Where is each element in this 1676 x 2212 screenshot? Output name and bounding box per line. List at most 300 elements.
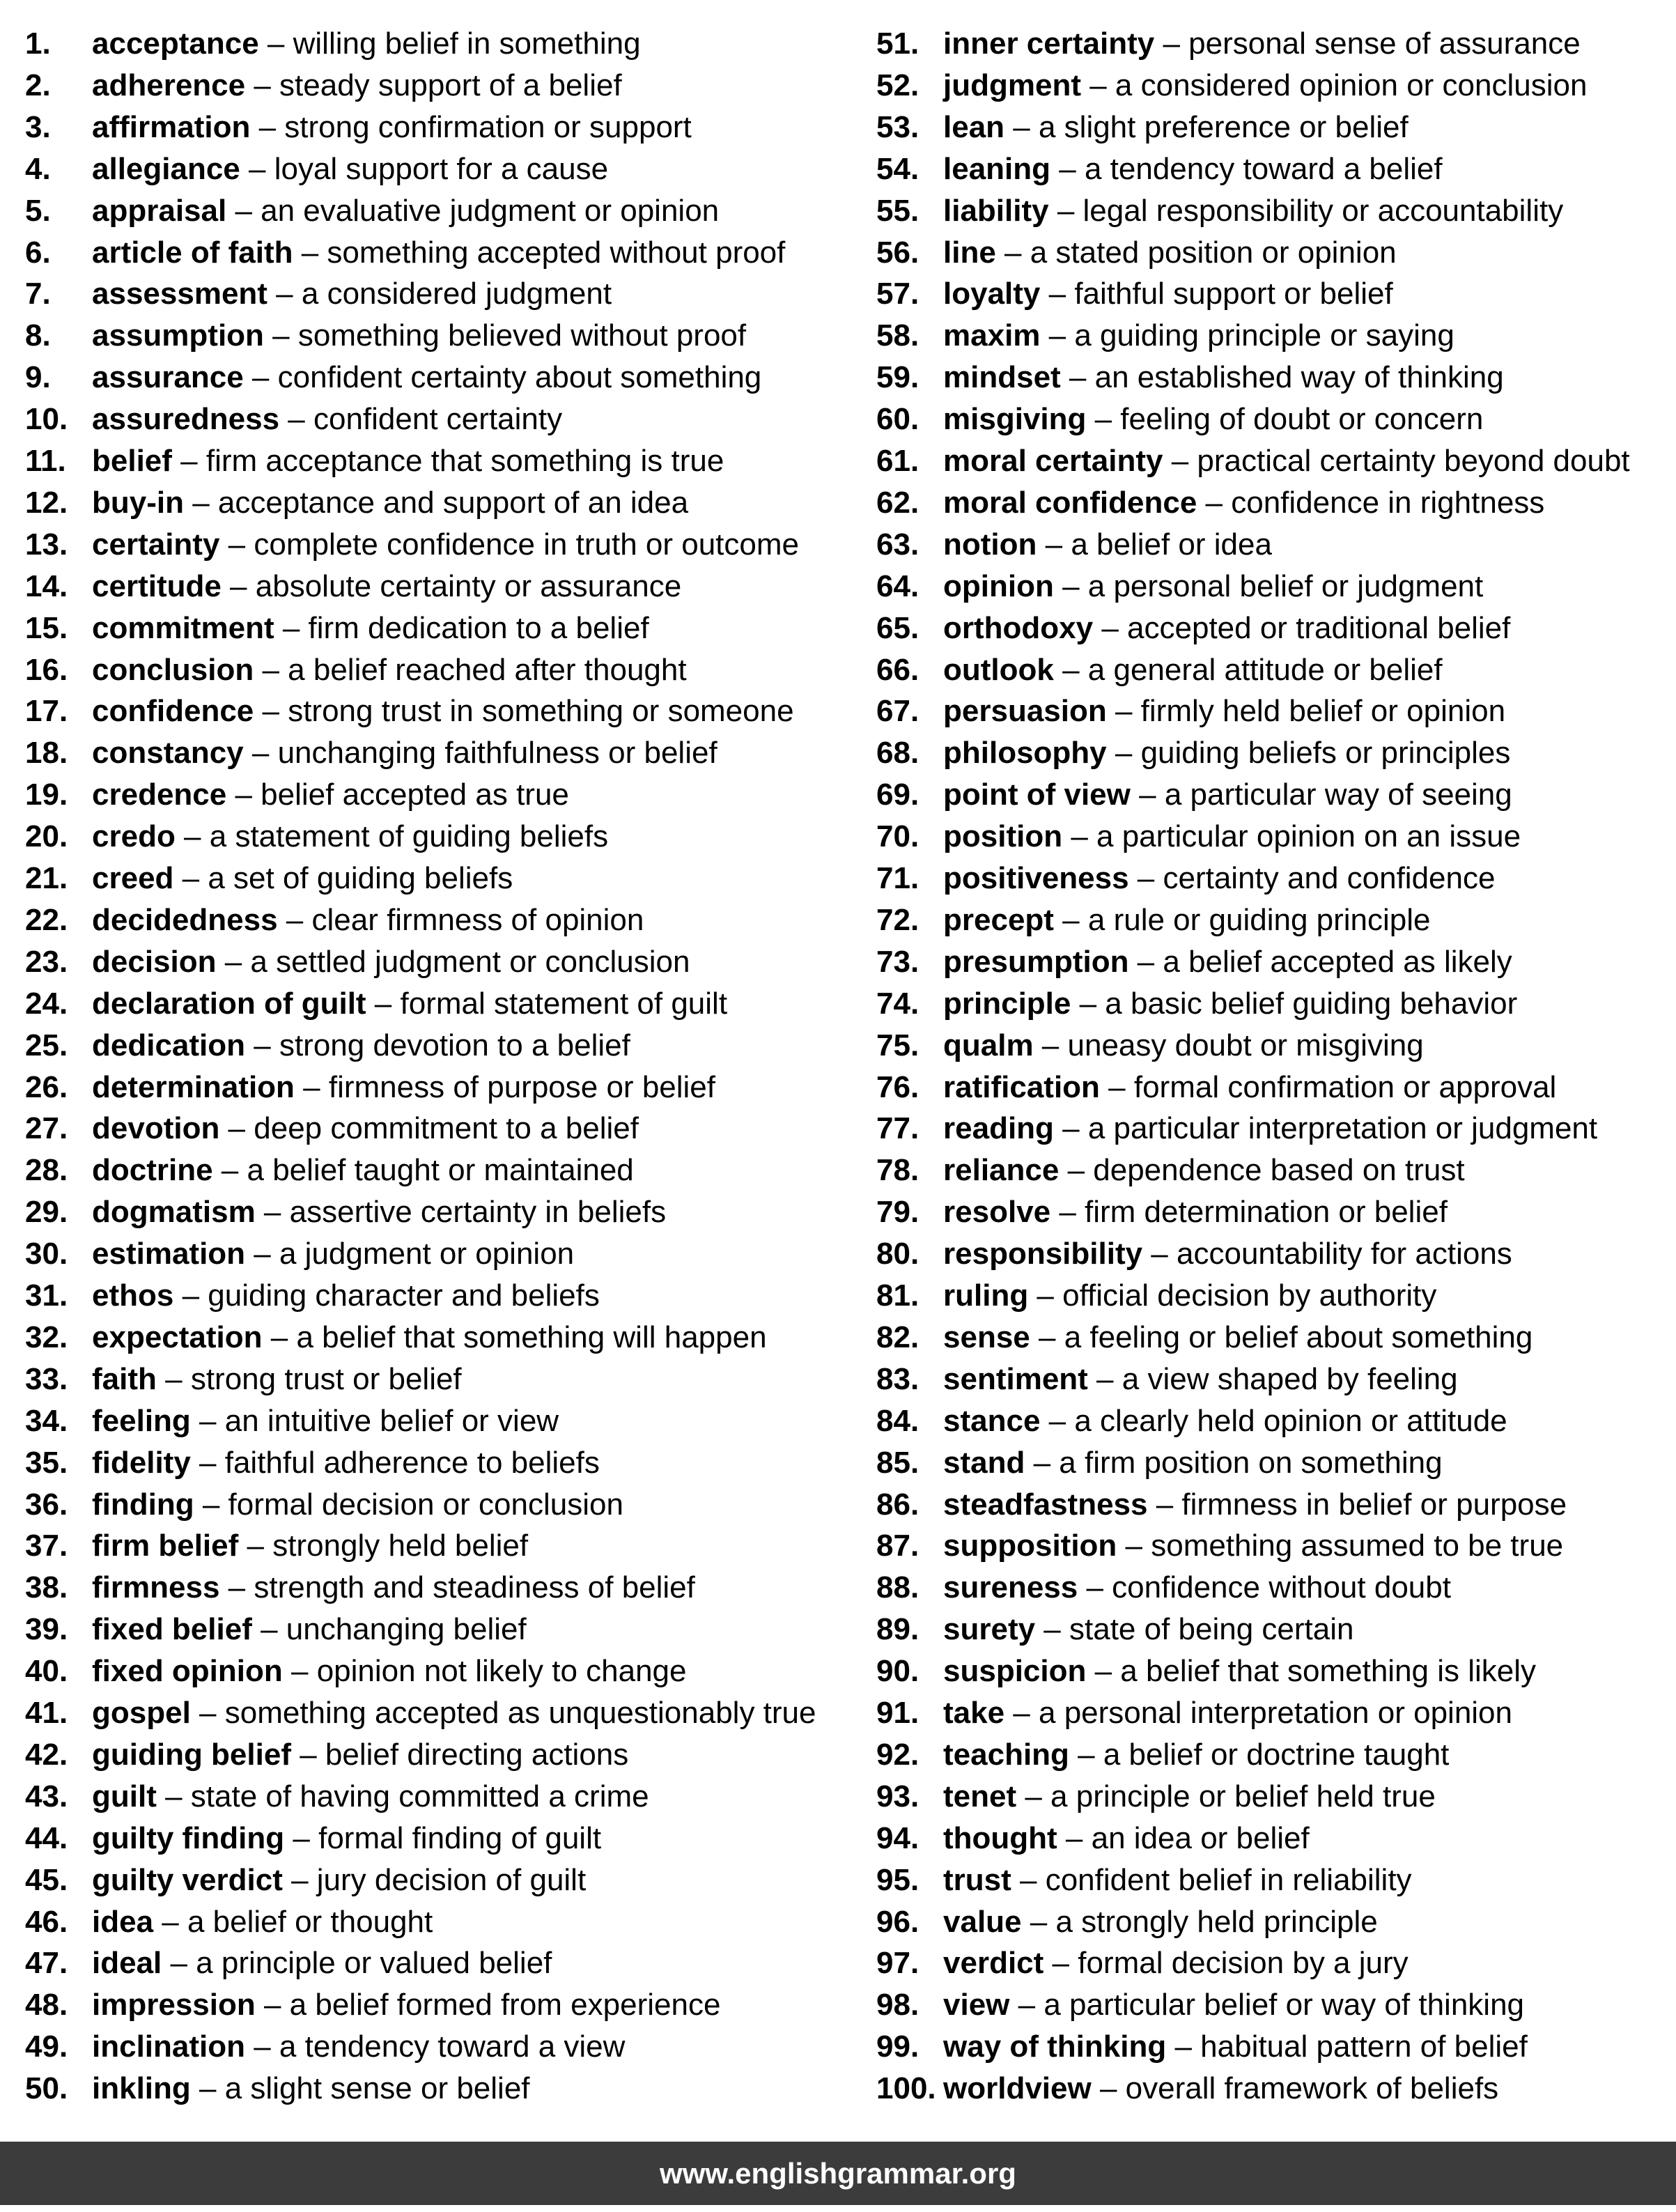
list-item bbox=[876, 941, 1512, 983]
item-term: ratification bbox=[943, 1069, 1100, 1104]
list-item bbox=[876, 232, 1397, 274]
list-item bbox=[876, 148, 1443, 190]
list-item bbox=[876, 1484, 1567, 1526]
item-definition: personal sense of assurance bbox=[1188, 26, 1581, 61]
item-separator: – bbox=[1117, 1529, 1151, 1563]
item-separator: – bbox=[1011, 1862, 1046, 1897]
list-item bbox=[25, 107, 692, 148]
list-item bbox=[25, 1818, 601, 1859]
item-separator: – bbox=[171, 444, 206, 478]
item-separator: – bbox=[219, 1570, 254, 1605]
item-number: 2. bbox=[25, 68, 51, 102]
item-separator: – bbox=[1087, 1361, 1122, 1396]
item-separator: – bbox=[279, 402, 313, 437]
item-definition: a particular interpretation or judgment bbox=[1087, 1111, 1598, 1146]
item-term: outlook bbox=[943, 652, 1054, 687]
item-definition: formal decision by a jury bbox=[1078, 1946, 1409, 1981]
item-definition: a particular belief or way of thinking bbox=[1043, 1988, 1525, 2022]
item-definition: steady support of a belief bbox=[279, 68, 622, 102]
list-item bbox=[25, 1400, 559, 1442]
item-number: 83. bbox=[876, 1361, 920, 1396]
item-definition: a tendency toward a view bbox=[279, 2029, 626, 2064]
item-separator: – bbox=[190, 1696, 225, 1730]
item-definition: a tendency toward a belief bbox=[1084, 151, 1443, 186]
item-definition: firmness in belief or purpose bbox=[1181, 1487, 1567, 1522]
list-item bbox=[876, 2068, 1498, 2110]
item-term: credence bbox=[92, 778, 227, 812]
item-number: 96. bbox=[876, 1904, 920, 1939]
item-separator: – bbox=[1071, 986, 1105, 1021]
item-number: 95. bbox=[876, 1862, 920, 1897]
item-term: guiding belief bbox=[92, 1737, 291, 1772]
item-number: 5. bbox=[25, 193, 51, 228]
item-separator: – bbox=[1053, 1111, 1088, 1146]
item-number: 70. bbox=[876, 819, 920, 854]
item-term: ruling bbox=[943, 1278, 1029, 1313]
footer-website-url: www.englishgrammar.org bbox=[660, 2157, 1016, 2190]
list-item bbox=[25, 1191, 666, 1233]
item-definition: jury decision of guilt bbox=[316, 1862, 587, 1897]
list-item bbox=[876, 774, 1512, 816]
list-item bbox=[25, 482, 688, 524]
list-item bbox=[25, 315, 746, 357]
item-definition: formal decision or conclusion bbox=[228, 1487, 623, 1522]
list-item bbox=[25, 941, 690, 983]
item-separator: – bbox=[1028, 1278, 1063, 1313]
item-separator: – bbox=[194, 1487, 228, 1522]
item-term: worldview bbox=[943, 2071, 1092, 2106]
item-term: faith bbox=[92, 1361, 157, 1396]
list-item bbox=[876, 1734, 1449, 1776]
item-number: 93. bbox=[876, 1779, 920, 1813]
list-item bbox=[876, 1025, 1424, 1067]
list-item bbox=[876, 1108, 1597, 1150]
list-item bbox=[25, 440, 724, 482]
item-term: responsibility bbox=[943, 1237, 1143, 1271]
item-definition: faithful support or belief bbox=[1074, 277, 1393, 311]
item-term: commitment bbox=[92, 610, 274, 645]
list-item bbox=[876, 1442, 1443, 1484]
item-definition: confident belief in reliability bbox=[1045, 1862, 1412, 1897]
item-term: mindset bbox=[943, 360, 1061, 395]
item-number: 73. bbox=[876, 944, 920, 979]
list-item bbox=[25, 1067, 715, 1108]
item-number: 48. bbox=[25, 1988, 68, 2022]
item-separator: – bbox=[263, 318, 298, 353]
item-definition: a rule or guiding principle bbox=[1087, 902, 1431, 937]
list-item bbox=[25, 566, 681, 608]
item-separator: – bbox=[221, 569, 256, 603]
list-item bbox=[876, 690, 1505, 732]
item-term: inclination bbox=[92, 2029, 245, 2064]
list-item bbox=[876, 608, 1510, 649]
list-item bbox=[25, 1108, 639, 1150]
list-item bbox=[25, 357, 761, 399]
item-number: 30. bbox=[25, 1237, 68, 1271]
item-term: ethos bbox=[92, 1278, 174, 1313]
item-definition: certainty and confidence bbox=[1163, 861, 1496, 895]
item-number: 1. bbox=[25, 26, 51, 61]
item-definition: confidence without doubt bbox=[1112, 1570, 1451, 1605]
item-term: trust bbox=[943, 1862, 1011, 1897]
item-number: 60. bbox=[876, 402, 920, 437]
item-separator: – bbox=[245, 1028, 279, 1062]
item-term: principle bbox=[943, 986, 1071, 1021]
item-term: declaration of guilt bbox=[92, 986, 366, 1021]
item-definition: a considered opinion or conclusion bbox=[1115, 68, 1588, 102]
item-definition: dependence based on trust bbox=[1093, 1153, 1465, 1188]
item-term: doctrine bbox=[92, 1153, 213, 1188]
item-separator: – bbox=[282, 1654, 317, 1689]
list-item bbox=[876, 273, 1393, 315]
item-definition: accountability for actions bbox=[1177, 1237, 1512, 1271]
list-item bbox=[25, 1609, 527, 1650]
list-item bbox=[25, 983, 727, 1025]
item-separator: – bbox=[226, 193, 261, 228]
item-number: 4. bbox=[25, 151, 51, 186]
item-term: sentiment bbox=[943, 1361, 1088, 1396]
list-item bbox=[25, 1525, 528, 1567]
item-definition: formal finding of guilt bbox=[318, 1820, 602, 1855]
list-item bbox=[25, 1484, 623, 1526]
item-number: 46. bbox=[25, 1904, 68, 1939]
item-number: 63. bbox=[876, 527, 920, 562]
list-item bbox=[876, 1150, 1465, 1191]
list-item bbox=[876, 482, 1544, 524]
item-definition: belief accepted as true bbox=[261, 778, 569, 812]
item-number: 56. bbox=[876, 235, 920, 270]
item-definition: a considered judgment bbox=[301, 277, 612, 311]
item-term: moral certainty bbox=[943, 444, 1163, 478]
item-separator: – bbox=[1004, 1696, 1039, 1730]
item-definition: legal responsibility or accountability bbox=[1083, 193, 1564, 228]
item-separator: – bbox=[1037, 527, 1071, 562]
item-definition: an idea or belief bbox=[1091, 1820, 1310, 1855]
item-number: 67. bbox=[876, 694, 920, 729]
item-definition: strong trust or belief bbox=[190, 1361, 462, 1396]
item-term: opinion bbox=[943, 569, 1054, 603]
item-number: 92. bbox=[876, 1737, 920, 1772]
list-item bbox=[25, 732, 717, 774]
item-number: 74. bbox=[876, 986, 920, 1021]
item-number: 51. bbox=[876, 26, 920, 61]
item-term: way of thinking bbox=[943, 2029, 1167, 2064]
item-term: qualm bbox=[943, 1028, 1034, 1062]
item-term: persuasion bbox=[943, 694, 1107, 729]
item-term: lean bbox=[943, 109, 1005, 144]
item-separator: – bbox=[245, 68, 280, 102]
item-separator: – bbox=[1050, 151, 1085, 186]
list-item bbox=[25, 816, 608, 858]
item-definition: practical certainty beyond doubt bbox=[1197, 444, 1630, 478]
item-definition: accepted or traditional belief bbox=[1127, 610, 1511, 645]
item-number: 10. bbox=[25, 402, 68, 437]
item-number: 26. bbox=[25, 1069, 68, 1104]
list-item bbox=[876, 1275, 1436, 1317]
item-separator: – bbox=[995, 235, 1030, 270]
list-item bbox=[876, 1984, 1524, 2026]
item-definition: assertive certainty in beliefs bbox=[289, 1195, 667, 1230]
item-definition: a principle or valued belief bbox=[196, 1946, 552, 1981]
list-item bbox=[876, 399, 1483, 440]
item-number: 85. bbox=[876, 1445, 920, 1480]
item-number: 91. bbox=[876, 1696, 920, 1730]
item-number: 54. bbox=[876, 151, 920, 186]
item-separator: – bbox=[1093, 610, 1128, 645]
item-term: steadfastness bbox=[943, 1487, 1148, 1522]
item-number: 32. bbox=[25, 1320, 68, 1354]
item-separator: – bbox=[1099, 1069, 1134, 1104]
item-definition: something accepted without proof bbox=[327, 235, 786, 270]
item-term: belief bbox=[92, 444, 172, 478]
item-term: supposition bbox=[943, 1529, 1117, 1563]
item-number: 40. bbox=[25, 1654, 68, 1689]
item-definition: a firm position on something bbox=[1059, 1445, 1443, 1480]
item-definition: strong devotion to a belief bbox=[279, 1028, 630, 1062]
item-term: conclusion bbox=[92, 652, 254, 687]
item-definition: a particular opinion on an issue bbox=[1096, 819, 1521, 854]
item-separator: – bbox=[1016, 1779, 1051, 1813]
item-definition: a settled judgment or conclusion bbox=[250, 944, 690, 979]
list-item bbox=[876, 816, 1521, 858]
list-item bbox=[25, 148, 608, 190]
item-definition: something believed without proof bbox=[297, 318, 747, 353]
item-number: 78. bbox=[876, 1153, 920, 1188]
item-definition: firm dedication to a belief bbox=[308, 610, 649, 645]
item-term: assessment bbox=[92, 277, 267, 311]
item-definition: a clearly held opinion or attitude bbox=[1074, 1403, 1507, 1438]
item-separator: – bbox=[1053, 569, 1088, 603]
list-item bbox=[876, 1359, 1458, 1400]
item-definition: a belief reached after thought bbox=[288, 652, 687, 687]
list-item bbox=[876, 1067, 1556, 1108]
item-number: 34. bbox=[25, 1403, 68, 1438]
item-number: 47. bbox=[25, 1946, 68, 1981]
item-separator: – bbox=[238, 1529, 273, 1563]
list-item bbox=[25, 1025, 630, 1067]
list-item bbox=[25, 1650, 687, 1692]
item-separator: – bbox=[282, 1862, 317, 1897]
item-definition: a guiding principle or saying bbox=[1074, 318, 1454, 353]
item-separator: – bbox=[1154, 26, 1189, 61]
item-term: thought bbox=[943, 1820, 1057, 1855]
item-number: 87. bbox=[876, 1529, 920, 1563]
item-separator: – bbox=[240, 151, 274, 186]
list-item bbox=[876, 1525, 1563, 1567]
item-term: creed bbox=[92, 861, 174, 895]
item-term: point of view bbox=[943, 778, 1131, 812]
list-item bbox=[876, 1233, 1512, 1275]
item-definition: a view shaped by feeling bbox=[1122, 1361, 1458, 1396]
item-separator: – bbox=[1053, 652, 1088, 687]
item-term: feeling bbox=[92, 1403, 191, 1438]
item-term: firmness bbox=[92, 1570, 220, 1605]
list-item bbox=[25, 774, 569, 816]
item-number: 9. bbox=[25, 360, 51, 395]
item-number: 49. bbox=[25, 2029, 68, 2064]
item-separator: – bbox=[1069, 1737, 1103, 1772]
list-item bbox=[25, 1359, 462, 1400]
list-item bbox=[876, 899, 1431, 941]
item-term: inkling bbox=[92, 2071, 191, 2106]
item-number: 84. bbox=[876, 1403, 920, 1438]
item-number: 58. bbox=[876, 318, 920, 353]
item-definition: a belief or thought bbox=[187, 1904, 433, 1939]
item-term: guilty finding bbox=[92, 1820, 285, 1855]
item-separator: – bbox=[1080, 68, 1115, 102]
item-separator: – bbox=[245, 1237, 279, 1271]
item-definition: a belief or idea bbox=[1071, 527, 1272, 562]
item-term: allegiance bbox=[92, 151, 240, 186]
item-number: 76. bbox=[876, 1069, 920, 1104]
item-term: misgiving bbox=[943, 402, 1087, 437]
item-number: 65. bbox=[876, 610, 920, 645]
item-number: 18. bbox=[25, 736, 68, 771]
item-number: 12. bbox=[25, 485, 68, 520]
item-term: impression bbox=[92, 1988, 256, 2022]
list-item bbox=[25, 65, 622, 107]
item-term: sense bbox=[943, 1320, 1030, 1354]
item-definition: a strongly held principle bbox=[1055, 1904, 1378, 1939]
item-separator: – bbox=[243, 360, 278, 395]
item-separator: – bbox=[1021, 1904, 1056, 1939]
item-term: acceptance bbox=[92, 26, 259, 61]
item-separator: – bbox=[1048, 193, 1083, 228]
item-term: dedication bbox=[92, 1028, 246, 1062]
list-item bbox=[25, 190, 719, 232]
item-term: sureness bbox=[943, 1570, 1078, 1605]
item-term: dogmatism bbox=[92, 1195, 256, 1230]
item-separator: – bbox=[1040, 1403, 1075, 1438]
item-separator: – bbox=[1060, 360, 1095, 395]
item-number: 22. bbox=[25, 902, 68, 937]
item-definition: firm acceptance that something is true bbox=[205, 444, 724, 478]
list-item bbox=[25, 2026, 625, 2068]
item-number: 36. bbox=[25, 1487, 68, 1522]
list-item bbox=[25, 1859, 586, 1901]
item-separator: – bbox=[226, 778, 261, 812]
item-number: 17. bbox=[25, 694, 68, 729]
item-separator: – bbox=[284, 1820, 319, 1855]
item-term: orthodoxy bbox=[943, 610, 1094, 645]
list-item bbox=[25, 1233, 574, 1275]
item-definition: firmness of purpose or belief bbox=[328, 1069, 715, 1104]
item-term: adherence bbox=[92, 68, 246, 102]
list-item bbox=[25, 399, 562, 440]
item-separator: – bbox=[254, 694, 288, 729]
item-separator: – bbox=[190, 1403, 225, 1438]
item-separator: – bbox=[1106, 736, 1141, 771]
item-definition: strength and steadiness of belief bbox=[254, 1570, 695, 1605]
item-separator: – bbox=[366, 986, 401, 1021]
item-term: affirmation bbox=[92, 109, 251, 144]
item-definition: a personal interpretation or opinion bbox=[1039, 1696, 1513, 1730]
list-item bbox=[876, 1692, 1512, 1734]
item-separator: – bbox=[243, 736, 278, 771]
item-separator: – bbox=[1043, 1946, 1078, 1981]
item-definition: habitual pattern of belief bbox=[1200, 2029, 1528, 2064]
item-definition: strong confirmation or support bbox=[284, 109, 692, 144]
item-definition: unchanging faithfulness or belief bbox=[277, 736, 717, 771]
item-number: 80. bbox=[876, 1237, 920, 1271]
item-separator: – bbox=[1086, 402, 1121, 437]
item-separator: – bbox=[1030, 1320, 1064, 1354]
item-number: 14. bbox=[25, 569, 68, 603]
item-term: take bbox=[943, 1696, 1005, 1730]
item-number: 100. bbox=[876, 2071, 936, 2106]
item-number: 8. bbox=[25, 318, 51, 353]
list-item bbox=[876, 1818, 1310, 1859]
item-term: reading bbox=[943, 1111, 1054, 1146]
item-number: 99. bbox=[876, 2029, 920, 2064]
item-separator: – bbox=[245, 2029, 279, 2064]
item-number: 13. bbox=[25, 527, 68, 562]
item-separator: – bbox=[258, 26, 293, 61]
list-item bbox=[876, 23, 1581, 65]
item-definition: official decision by authority bbox=[1062, 1278, 1437, 1313]
item-separator: – bbox=[173, 861, 208, 895]
list-item bbox=[876, 65, 1587, 107]
item-separator: – bbox=[1091, 2071, 1126, 2106]
item-separator: – bbox=[1142, 1237, 1177, 1271]
item-definition: feeling of doubt or concern bbox=[1120, 402, 1484, 437]
item-number: 90. bbox=[876, 1654, 920, 1689]
list-item bbox=[876, 190, 1563, 232]
item-number: 52. bbox=[876, 68, 920, 102]
item-separator: – bbox=[251, 1612, 286, 1647]
list-item bbox=[876, 858, 1495, 899]
item-term: loyalty bbox=[943, 277, 1041, 311]
item-definition: a belief or doctrine taught bbox=[1103, 1737, 1450, 1772]
item-term: precept bbox=[943, 902, 1054, 937]
item-definition: state of having committed a crime bbox=[190, 1779, 649, 1813]
item-definition: confident certainty about something bbox=[277, 360, 762, 395]
item-number: 50. bbox=[25, 2071, 68, 2106]
item-separator: – bbox=[190, 2071, 225, 2106]
item-separator: – bbox=[290, 1737, 325, 1772]
item-number: 82. bbox=[876, 1320, 920, 1354]
item-term: assurance bbox=[92, 360, 244, 395]
item-term: assumption bbox=[92, 318, 264, 353]
item-number: 97. bbox=[876, 1946, 920, 1981]
item-separator: – bbox=[1197, 485, 1232, 520]
item-definition: an intuitive belief or view bbox=[224, 1403, 559, 1438]
item-definition: strongly held belief bbox=[272, 1529, 529, 1563]
item-definition: formal statement of guilt bbox=[400, 986, 728, 1021]
item-separator: – bbox=[1147, 1487, 1182, 1522]
item-term: appraisal bbox=[92, 193, 227, 228]
item-term: estimation bbox=[92, 1237, 246, 1271]
item-definition: a general attitude or belief bbox=[1087, 652, 1443, 687]
item-definition: an evaluative judgment or opinion bbox=[261, 193, 720, 228]
item-term: guilt bbox=[92, 1779, 157, 1813]
item-definition: a belief taught or maintained bbox=[247, 1153, 634, 1188]
item-separator: – bbox=[156, 1779, 191, 1813]
item-term: tenet bbox=[943, 1779, 1017, 1813]
list-item bbox=[25, 1150, 634, 1191]
item-number: 69. bbox=[876, 778, 920, 812]
item-definition: a belief that something will happen bbox=[296, 1320, 767, 1354]
item-separator: – bbox=[190, 1445, 225, 1480]
item-definition: something accepted as unquestionably true bbox=[224, 1696, 816, 1730]
item-number: 71. bbox=[876, 861, 920, 895]
item-term: inner certainty bbox=[943, 26, 1155, 61]
list-item bbox=[876, 315, 1454, 357]
item-definition: loyal support for a cause bbox=[274, 151, 609, 186]
item-definition: a statement of guiding beliefs bbox=[209, 819, 609, 854]
item-number: 38. bbox=[25, 1570, 68, 1605]
item-number: 89. bbox=[876, 1612, 920, 1647]
